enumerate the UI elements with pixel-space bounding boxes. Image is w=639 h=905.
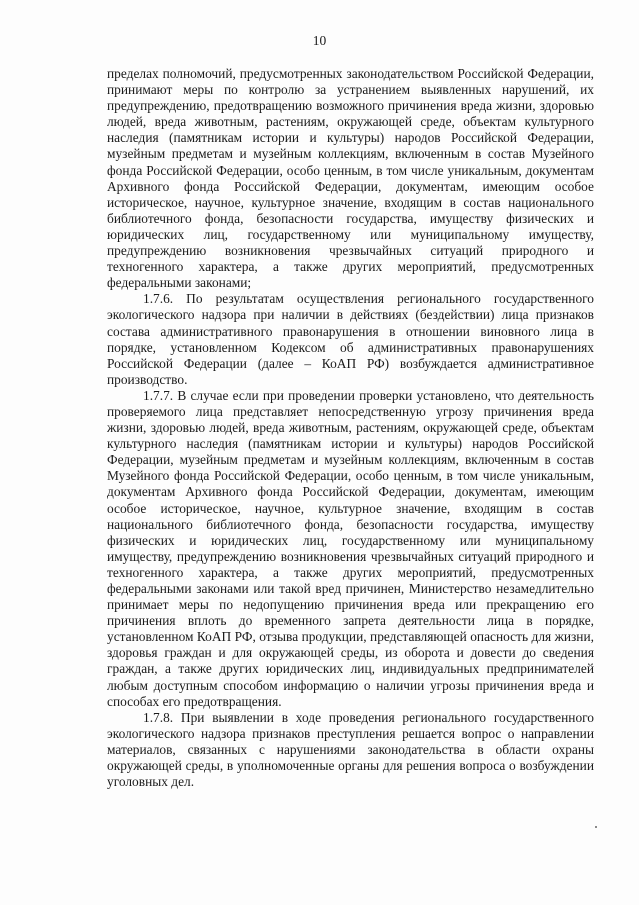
paragraph-1-7-6: 1.7.6. По результатам осуществления регионального государственного экологического надзора при наличии в действиях (бездействии) лица признаков состава административного правонарушения в отношении виновного лица в порядке, установленном Кодексом об административных правонарушениях Российской Федерации (далее – КоАП РФ) возбуждается административное производство. — [107, 291, 594, 387]
paragraph-continuation: пределах полномочий, предусмотренных законодательством Российской Федерации, принимают меры по контролю за устранением выявленных нарушений, их предупреждению, предотвращению возможного причинения вреда жизни, здоровью людей, вреда животным, растениям, окружающей среде, объектам культурного наследия (памятникам истории и культуры) народов Российской Федерации, музейным предметам и музейным коллекциям, включенным в состав Музейного фонда Российской Федерации, особо ценным, в том числе уникальным, документам Архивного фонда Российской Федерации, документам, имеющим особое историческое, научное, культурное значение, входящим в состав национального библиотечного фонда, безопасности государства, имуществу физических и юридических лиц, государственному или муниципальному имуществу, предупреждению возникновения чрезвычайных ситуаций природного и техногенного характера, а также других мероприятий, предусмотренных федеральными законами; — [107, 66, 594, 291]
document-body — [107, 66, 594, 790]
paragraph-1-7-7: 1.7.7. В случае если при проведении проверки установлено, что деятельность проверяемого лица представляет непосредственную угрозу причинения вреда жизни, здоровью людей, вреда животным, растениям, окружающей среде, объектам культурного наследия (памятникам истории и культуры) народов Российской Федерации, музейным предметам и музейным коллекциям, включенным в состав Музейного фонда Российской Федерации, особо ценным, в том числе уникальным, документам Архивного фонда Российской Федерации, документам, имеющим особое историческое, научное, культурное значение, входящим в состав национального библиотечного фонда, безопасности государства, имуществу физических и юридических лиц, государственному или муниципальному имуществу, предупреждению возникновения чрезвычайных ситуаций природного и техногенного характера, а также других мероприятий, предусмотренных федеральными законами или такой вред причинен, Министерство незамедлительно принимает меры по недопущению причинения вреда или прекращению его причинения вплоть до временного запрета деятельности лица в порядке, установленном КоАП РФ, отзыва продукции, представляющей опасность для жизни, здоровья граждан и для окружающей среды, из оборота и довести до сведения граждан, а также других юридических лиц, индивидуальных предпринимателей любым доступным способом информацию о наличии угрозы причинения вреда и способах его предотвращения. — [107, 387, 594, 709]
page-number: 10 — [312, 33, 327, 48]
paragraph-1-7-8: 1.7.8. При выявлении в ходе проведения регионального государственного экологического надзора признаков преступления решается вопрос о направлении материалов, связанных с нарушениями законодательства в области охраны окружающей среды, в уполномоченные органы для решения вопроса о возбуждении уголовных дел. — [107, 709, 594, 790]
scan-speck — [595, 826, 597, 828]
